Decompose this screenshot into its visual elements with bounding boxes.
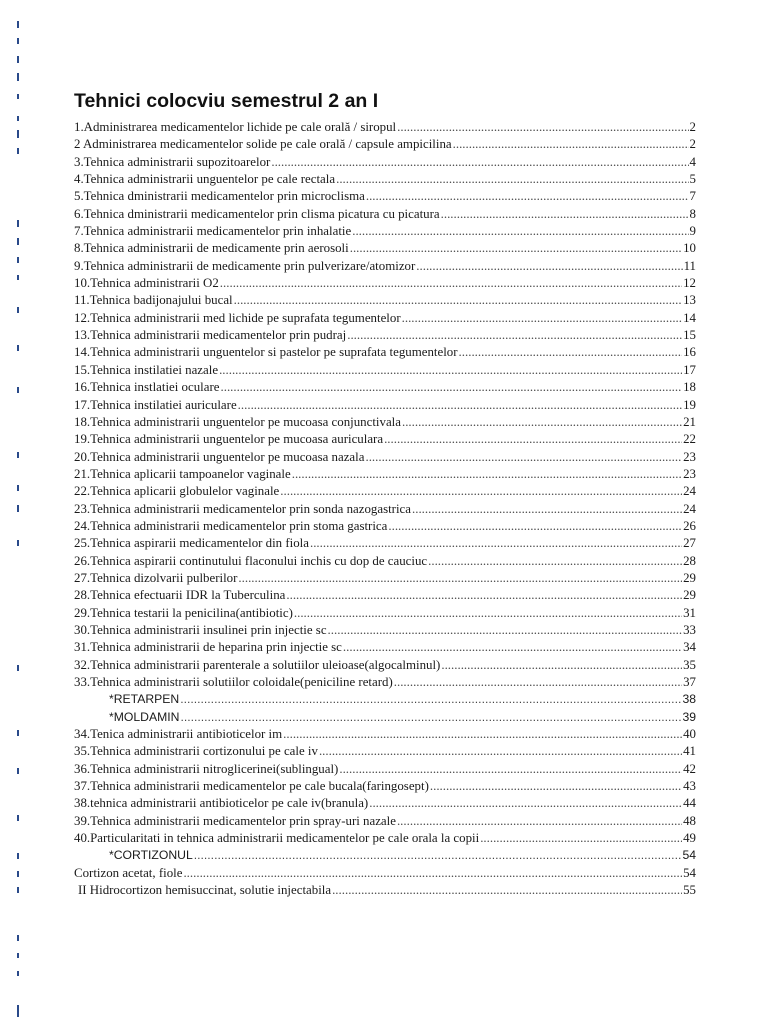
toc-entry-page-number: 23 [683,449,696,464]
toc-entry-page-number: 14 [683,310,696,325]
toc-entry-label: 18.Tehnica administrarii unguentelor pe mucoasa conjunctivala [74,414,401,429]
toc-dot-leader [238,397,682,414]
toc-entry-page-number: 19 [683,397,696,412]
toc-entry-label: 19.Tehnica administrarii unguentelor pe mucoasa auriculara [74,432,384,447]
toc-entry-label: 21.Tehnica aplicarii tampoanelor vaginale [74,466,291,481]
toc-entry-page-number: 31 [683,605,696,620]
toc-dot-leader [384,431,682,448]
toc-dot-leader [397,813,682,830]
toc-entry-label: 35.Tehnica administrarii cortizonului pe cale iv [74,744,318,759]
toc-entry-page-number: 29 [683,570,696,585]
toc-dot-leader [319,743,682,760]
toc-entry[interactable] [74,813,696,830]
toc-dot-leader [402,310,682,327]
toc-entry[interactable] [74,622,696,639]
toc-dot-leader [397,119,688,136]
toc-entry-label: 8.Tehnica administrarii de medicamente prin aerosoli [74,241,349,256]
table-of-contents [74,119,696,899]
toc-dot-leader [221,379,683,396]
toc-entry[interactable] [74,882,696,899]
toc-entry[interactable] [74,795,696,812]
toc-entry-page-number: 16 [683,345,696,360]
toc-entry[interactable] [74,223,696,240]
toc-entry-page-number: 7 [689,189,696,204]
toc-entry-label: 11.Tehnica badijonajului bucal [74,293,233,308]
toc-entry-page-number: 43 [683,779,696,794]
toc-entry-label: 23.Tehnica administrarii medicamentelor prin sonda nazogastrica [74,501,411,516]
toc-entry-page-number: 9 [689,224,696,239]
toc-entry-label: Cortizon acetat, fiole [74,865,183,880]
toc-entry-page-number: 4 [689,154,696,169]
toc-dot-leader [292,466,682,483]
toc-dot-leader [441,206,689,223]
toc-entry-page-number: 2 [689,137,696,152]
toc-entry-page-number: 21 [683,414,696,429]
toc-entry-page-number: 44 [683,796,696,811]
toc-entry-page-number: 18 [683,380,696,395]
toc-entry-label: 38.tehnica administrarii antibioticelor pe cale iv(branula) [74,796,369,811]
toc-entry-label: 5.Tehnica dministrarii medicamentelor prin microclisma [74,189,365,204]
toc-entry[interactable] [74,761,696,778]
toc-entry-page-number: 35 [683,657,696,672]
toc-entry-page-number: 55 [683,883,696,898]
toc-entry[interactable] [74,292,696,309]
toc-entry-page-number: 17 [683,362,696,377]
toc-entry-label: 33.Tehnica administrarii solutiilor coloidale(peniciline retard) [74,675,393,689]
toc-entry-label: 29.Tehnica testarii la penicilina(antibiotic) [74,605,293,620]
toc-entry-label: 2 Administrarea medicamentelor solide pe cale orală / capsule ampicilina [74,137,452,152]
margin-marks [17,15,23,1020]
toc-dot-leader [459,344,683,361]
toc-entry-label: 25.Tehnica aspirarii medicamentelor din fiola [74,536,309,551]
toc-entry[interactable] [74,188,696,205]
toc-entry-page-number: 34 [683,640,696,655]
toc-entry[interactable] [74,431,696,448]
toc-entry[interactable] [74,587,696,604]
toc-entry-label: *RETARPEN [109,692,180,707]
toc-entry-label: 26.Tehnica aspirarii continutului flaconului inchis cu dop de cauciuc [74,553,428,568]
toc-entry[interactable] [74,570,696,587]
toc-entry-label: 22.Tehnica aplicarii globulelor vaginale [74,484,280,499]
toc-dot-leader [328,622,683,639]
toc-entry-label: 37.Tehnica administrarii medicamentelor pe cale bucala(faringosept) [74,779,429,794]
toc-entry[interactable] [74,865,696,882]
toc-dot-leader [441,657,682,674]
toc-entry-label: 15.Tehnica instilatiei nazale [74,362,219,377]
toc-entry-label: 16.Tehnica instlatiei oculare [74,380,220,395]
toc-entry[interactable] [74,830,696,847]
toc-entry-page-number: 38 [682,692,696,707]
toc-entry[interactable] [74,344,696,361]
toc-entry-page-number: 12 [683,276,696,291]
toc-entry[interactable] [74,119,696,136]
toc-dot-leader [343,639,682,656]
toc-entry-label: 32.Tehnica administrarii parenterale a solutiilor uleioase(algocalminul) [74,657,441,672]
toc-entry-page-number: 29 [683,588,696,603]
toc-entry[interactable] [74,501,696,518]
toc-entry-label: 9.Tehnica administrarii de medicamente prin pulverizare/atomizor [74,258,416,273]
toc-entry-page-number: 33 [683,622,696,637]
toc-dot-leader [416,258,682,275]
toc-entry-page-number: 13 [683,293,696,308]
toc-entry-label: 17.Tehnica instilatiei auriculare [74,397,237,412]
toc-entry-page-number: 24 [683,501,696,516]
toc-entry-page-number: 23 [683,466,696,481]
toc-dot-leader [332,882,682,899]
toc-entry-label: 39.Tehnica administrarii medicamentelor prin spray-uri nazale [74,813,396,828]
toc-entry[interactable] [74,258,696,275]
toc-dot-leader [369,795,682,812]
toc-entry-label: 27.Tehnica dizolvarii pulberilor [74,570,238,585]
toc-dot-leader [220,275,682,292]
toc-dot-leader [234,292,682,309]
toc-entry[interactable] [74,674,696,691]
toc-dot-leader [350,240,682,257]
toc-entry-page-number: 10 [683,241,696,256]
toc-entry-page-number: 39 [682,709,696,724]
toc-dot-leader [388,518,682,535]
toc-entry-label: 28.Tehnica efectuarii IDR la Tuberculina [74,588,286,603]
toc-entry-page-number: 28 [683,553,696,568]
toc-entry[interactable] [74,483,696,500]
toc-entry[interactable] [74,709,696,726]
toc-dot-leader [412,501,682,518]
toc-dot-leader [180,691,681,708]
toc-entry[interactable] [74,743,696,760]
toc-dot-leader [183,865,682,882]
toc-entry[interactable] [74,206,696,223]
toc-dot-leader [352,223,688,240]
toc-entry[interactable] [74,639,696,656]
toc-entry-label: 6.Tehnica dministrarii medicamentelor prin clisma picatura cu picatura [74,206,440,221]
toc-entry-label: 3.Tehnica administrarii supozitoarelor [74,154,271,169]
toc-dot-leader [271,154,688,171]
toc-entry-label: *MOLDAMIN [109,709,180,724]
toc-entry-label: 34.Tenica administrarii antibioticelor im [74,727,283,742]
toc-entry[interactable] [74,778,696,795]
toc-entry-label: 20.Tehnica administrarii unguentelor pe mucoasa nazala [74,449,365,464]
toc-entry-page-number: 54 [682,848,696,863]
toc-dot-leader [430,778,682,795]
toc-entry-label: 12.Tehnica administrarii med lichide pe suprafata tegumentelor [74,310,401,325]
toc-entry-page-number: 40 [683,727,696,742]
toc-entry-label: 24.Tehnica administrarii medicamentelor prin stoma gastrica [74,518,388,533]
toc-entry[interactable] [74,553,696,570]
toc-dot-leader [219,362,682,379]
toc-entry[interactable] [74,535,696,552]
toc-entry-label: 10.Tehnica administrarii O2 [74,276,219,291]
toc-dot-leader [310,535,682,552]
toc-dot-leader [428,553,682,570]
toc-dot-leader [283,726,682,743]
toc-entry-page-number: 15 [683,328,696,343]
toc-dot-leader [366,188,689,205]
toc-entry-page-number: 27 [683,536,696,551]
toc-entry[interactable] [74,726,696,743]
toc-dot-leader [280,483,682,500]
toc-entry[interactable] [74,449,696,466]
toc-entry[interactable] [74,154,696,171]
toc-entry[interactable] [74,657,696,674]
toc-dot-leader [365,449,682,466]
toc-dot-leader [480,830,682,847]
toc-entry-label: 30.Tehnica administrarii insulinei prin injectie sc [74,622,327,637]
toc-entry-label: 4.Tehnica administrarii unguentelor pe cale rectala [74,172,336,187]
toc-entry-label: 40.Particularitati in tehnica administrarii medicamentelor pe cale orala la copii [74,831,480,846]
toc-dot-leader [402,414,682,431]
toc-entry-page-number: 26 [683,518,696,533]
toc-entry[interactable] [74,310,696,327]
toc-entry-label: *CORTIZONUL [109,848,193,863]
toc-entry[interactable] [74,605,696,622]
toc-dot-leader [194,847,682,864]
toc-entry-page-number: 11 [683,258,696,273]
toc-entry[interactable] [74,362,696,379]
toc-entry[interactable] [74,691,696,708]
toc-entry[interactable] [74,327,696,344]
toc-entry[interactable] [74,240,696,257]
toc-dot-leader [238,570,682,587]
toc-entry[interactable] [74,466,696,483]
toc-entry-page-number: 37 [683,675,696,689]
toc-entry[interactable] [74,379,696,396]
document-page [74,88,696,899]
toc-dot-leader [294,605,682,622]
toc-entry-label: 13.Tehnica administrarii medicamentelor prin pudraj [74,328,347,343]
toc-entry-label: 36.Tehnica administrarii nitroglicerinei(sublingual) [74,761,339,776]
toc-entry[interactable] [74,847,696,864]
toc-entry[interactable] [74,518,696,535]
toc-dot-leader [347,327,682,344]
toc-entry-label: 7.Tehnica administrarii medicamentelor prin inhalatie [74,224,352,239]
toc-entry-page-number: 24 [683,484,696,499]
toc-entry-page-number: 5 [689,172,696,187]
document-title: Tehnici colocviu semestrul 2 an I [74,90,379,112]
toc-dot-leader [336,171,688,188]
toc-dot-leader [453,136,689,153]
toc-entry-label: 31.Tehnica administrarii de heparina prin injectie sc [74,640,342,655]
toc-entry[interactable] [74,171,696,188]
toc-entry-label: 14.Tehnica administrarii unguentelor si pastelor pe suprafata tegumentelor [74,345,458,360]
toc-entry-page-number: 42 [683,761,696,776]
toc-entry-label: 1.Administrarea medicamentelor lichide pe cale orală / siropul [74,120,397,134]
toc-entry-page-number: 22 [683,432,696,447]
toc-entry[interactable] [74,414,696,431]
toc-entry-page-number: 2 [689,120,696,134]
toc-entry-page-number: 41 [683,744,696,759]
toc-entry[interactable] [74,275,696,292]
toc-entry-page-number: 49 [683,831,696,846]
toc-entry-page-number: 54 [683,865,696,880]
toc-dot-leader [286,587,682,604]
toc-dot-leader [339,761,682,778]
toc-entry[interactable] [74,136,696,153]
toc-entry-page-number: 48 [683,813,696,828]
toc-entry-label: II Hidrocortizon hemisuccinat, solutie injectabila [78,883,332,898]
toc-entry[interactable] [74,397,696,414]
toc-entry-page-number: 8 [689,206,696,221]
toc-dot-leader [180,709,681,726]
toc-dot-leader [394,674,682,691]
